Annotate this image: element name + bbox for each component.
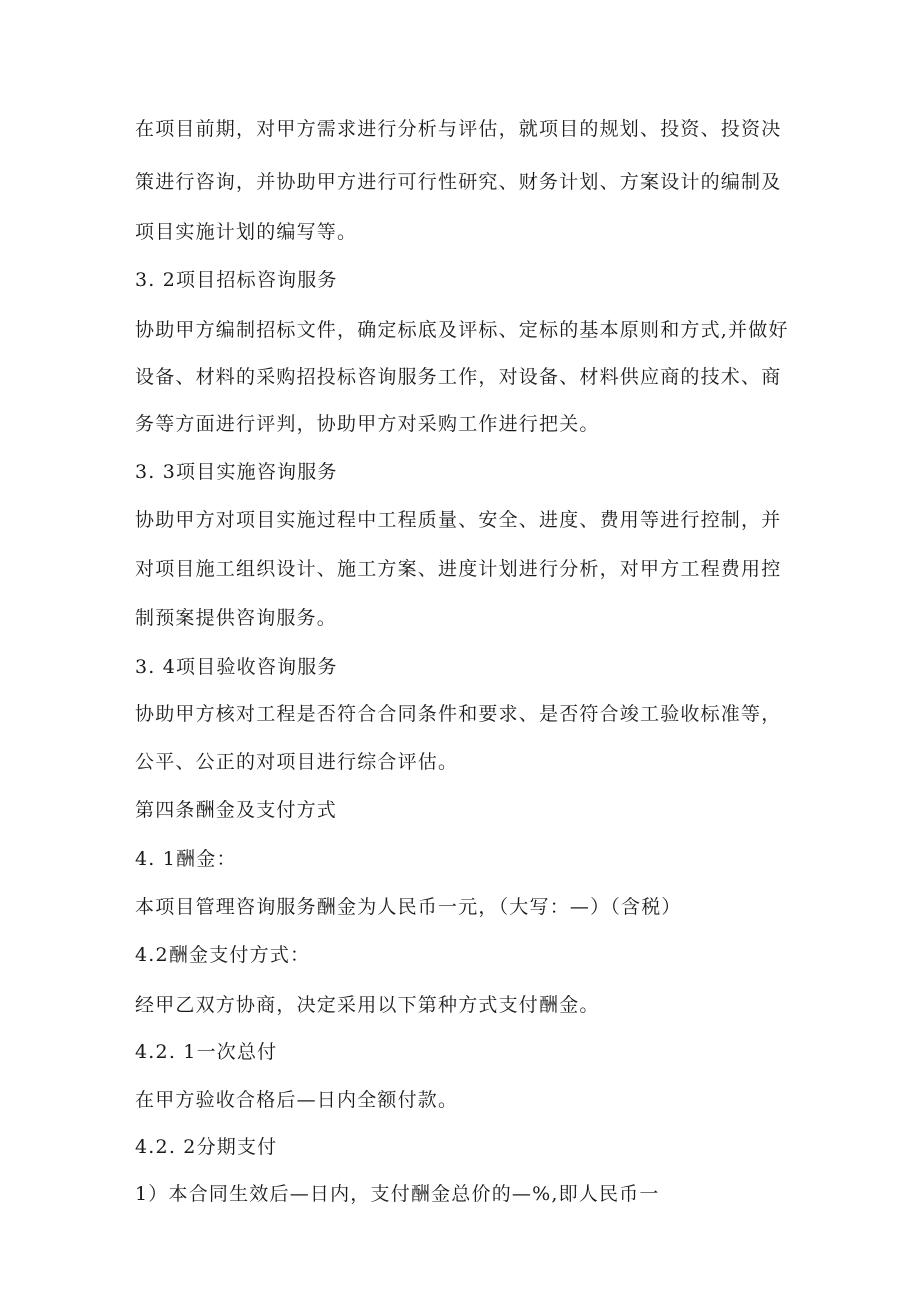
paragraph-line: 务等方面进行评判，协助甲方对采购工作进行把关。: [135, 413, 600, 435]
paragraph-line: 1）本合同生效后—日内，支付酬金总价的—%,即人民币一: [135, 1183, 660, 1205]
paragraph-line: 对项目施工组织设计、施工方案、进度计划进行分析，对甲方工程费用控: [135, 558, 782, 580]
article-heading-4: 第四条酬金及支付方式: [135, 799, 338, 821]
section-heading-4-1: 4. 1酬金：: [135, 848, 237, 870]
section-heading-3-2: 3. 2项目招标咨询服务: [135, 269, 338, 291]
paragraph-line: 策进行咨询，并协助甲方进行可行性研究、财务计划、方案设计的编制及: [135, 171, 782, 193]
paragraph-line: 协助甲方编制招标文件，确定标底及评标、定标的基本原则和方式,并做好: [135, 319, 789, 341]
paragraph-line: 经甲乙双方协商，决定采用以下第种方式支付酬金。: [135, 994, 600, 1016]
section-heading-4-2-1: 4.2. 1一次总付: [135, 1041, 278, 1063]
section-heading-3-4: 3. 4项目验收咨询服务: [135, 656, 338, 678]
section-heading-3-3: 3. 3项目实施咨询服务: [135, 461, 338, 483]
paragraph-line: 公平、公正的对项目进行综合评估。: [135, 751, 459, 773]
paragraph-line: 在甲方验收合格后—日内全额付款。: [135, 1089, 459, 1111]
paragraph-line: 在项目前期，对甲方需求进行分析与评估，就项目的规划、投资、投资决: [135, 118, 782, 140]
paragraph-line: 本项目管理咨询服务酬金为人民币一元，（大写：—）（含税）: [135, 896, 682, 918]
paragraph-line: 设备、材料的采购招投标咨询服务工作，对设备、材料供应商的技术、商: [135, 366, 782, 388]
paragraph-line: 协助甲方核对工程是否符合合同条件和要求、是否符合竣工验收标准等，: [135, 703, 782, 725]
section-heading-4-2: 4.2酬金支付方式：: [135, 944, 311, 966]
paragraph-line: 项目实施计划的编写等。: [135, 221, 358, 243]
paragraph-line: 协助甲方对项目实施过程中工程质量、安全、进度、费用等进行控制，并: [135, 509, 782, 531]
paragraph-line: 制预案提供咨询服务。: [135, 607, 338, 629]
section-heading-4-2-2: 4.2. 2分期支付: [135, 1136, 278, 1158]
